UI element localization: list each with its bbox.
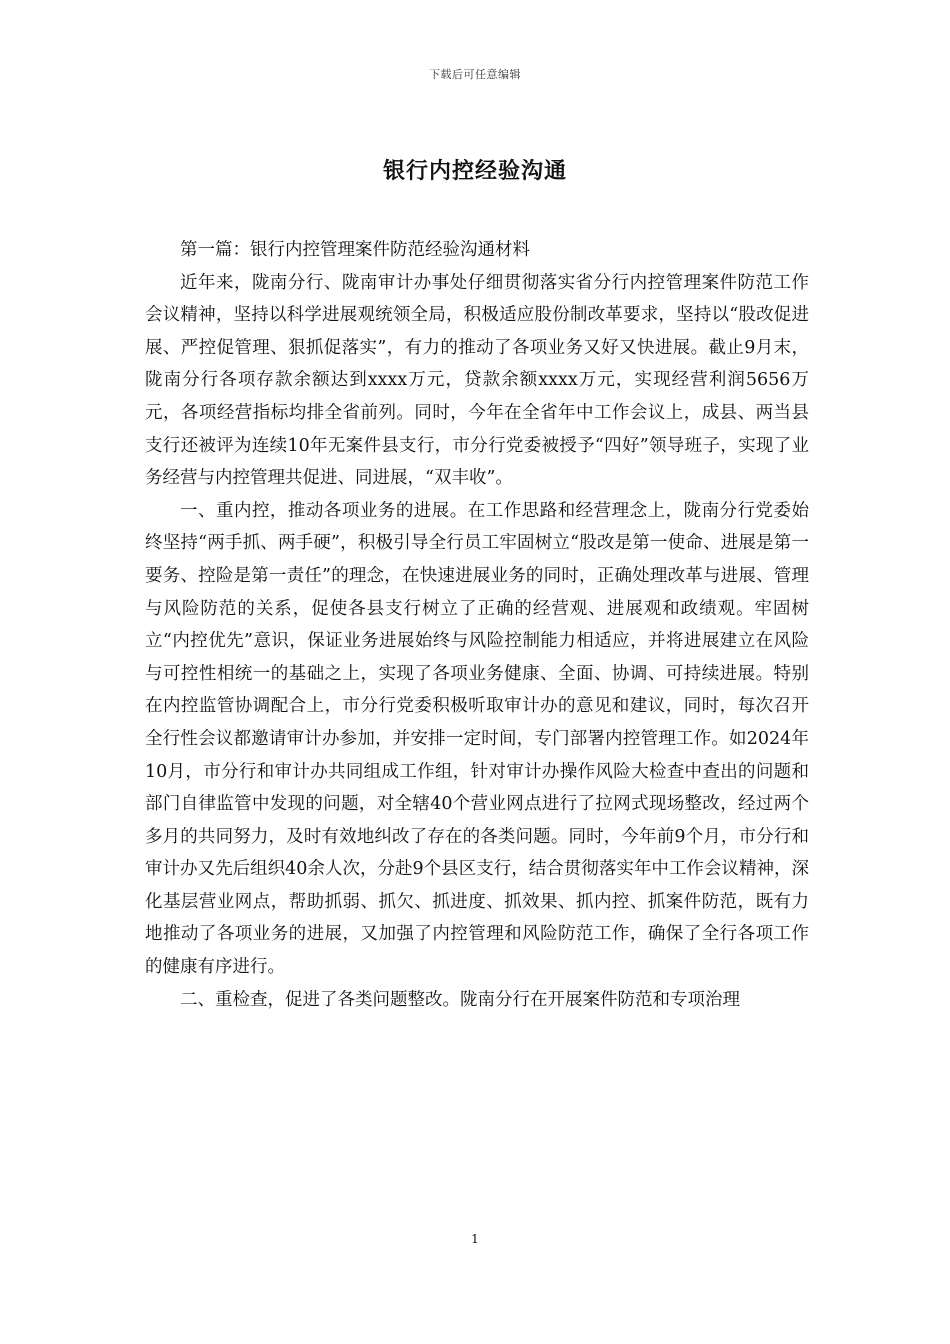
section-heading: 第一篇：银行内控管理案件防范经验沟通材料 <box>180 240 530 260</box>
document-title: 银行内控经验沟通 <box>382 158 567 184</box>
paragraph-section-one: 一、重内控，推动各项业务的进展。在工作思路和经营理念上，陇南分行党委始终坚持“两手抓、两手硬”，积极引导全行员工牢固树立“股改是第一使命、进展是第一要务、控险是第一责任”的理念，在快速进展业务的同时，正确处理改革与进展、管理与风险防范的关系，促使各县支行树立了正确的经营观、进展观和政绩观。牢固树立“内控优先”意识，保证业务进展始终与风险控制能力相适应，并将进展建立在风险与可控性相统一的基础之上，实现了各项业务健康、全面、协调、可持续进展。特别在内控监管协调配合上，市分行党委积极听取审计办的意见和建议，同时，每次召开全行性会议都邀请审计办参加，并安排一定时间，专门部署内控管理工作。如2024年10月，市分行和审计办共同组成工作组，针对审计办操作风险大检查中查出的问题和部门自律监管中发现的问题，对全辖40个营业网点进行了拉网式现场整改，经过两个多月的共同努力，及时有效地纠改了存在的各类问题。同时，今年前9个月，市分行和审计办又先后组织40余人次，分赴9个县区支行，结合贯彻落实年中工作会议精神，深化基层营业网点，帮助抓弱、抓欠、抓进度、抓效果、抓内控、抓案件防范，既有力地推动了各项业务的进展，又加强了内控管理和风险防范工作，确保了全行各项工作的健康有序进行。 <box>145 500 809 978</box>
document-body <box>145 234 809 1016</box>
paragraph-section-two: 二、重检查，促进了各类问题整改。陇南分行在开展案件防范和专项治理 <box>180 989 740 1010</box>
header-note: 下载后可任意编辑 <box>429 68 521 81</box>
page-number: 1 <box>471 1232 479 1246</box>
paragraph-intro: 近年来，陇南分行、陇南审计办事处仔细贯彻落实省分行内控管理案件防范工作会议精神，坚持以科学进展观统领全局，积极适应股份制改革要求，坚持以“股改促进展、严控促管理、狠抓促落实”，有力的推动了各项业务又好又快进展。截止9月末，陇南分行各项存款余额达到xxxx万元，贷款余额xxxx万元，实现经营利润5656万元，各项经营指标均排全省前列。同时，今年在全省年中工作会议上，成县、两当县支行还被评为连续10年无案件县支行，市分行党委被授予“四好”领导班子，实现了业务经营与内控管理共促进、同进展，“双丰收”。 <box>145 272 809 489</box>
